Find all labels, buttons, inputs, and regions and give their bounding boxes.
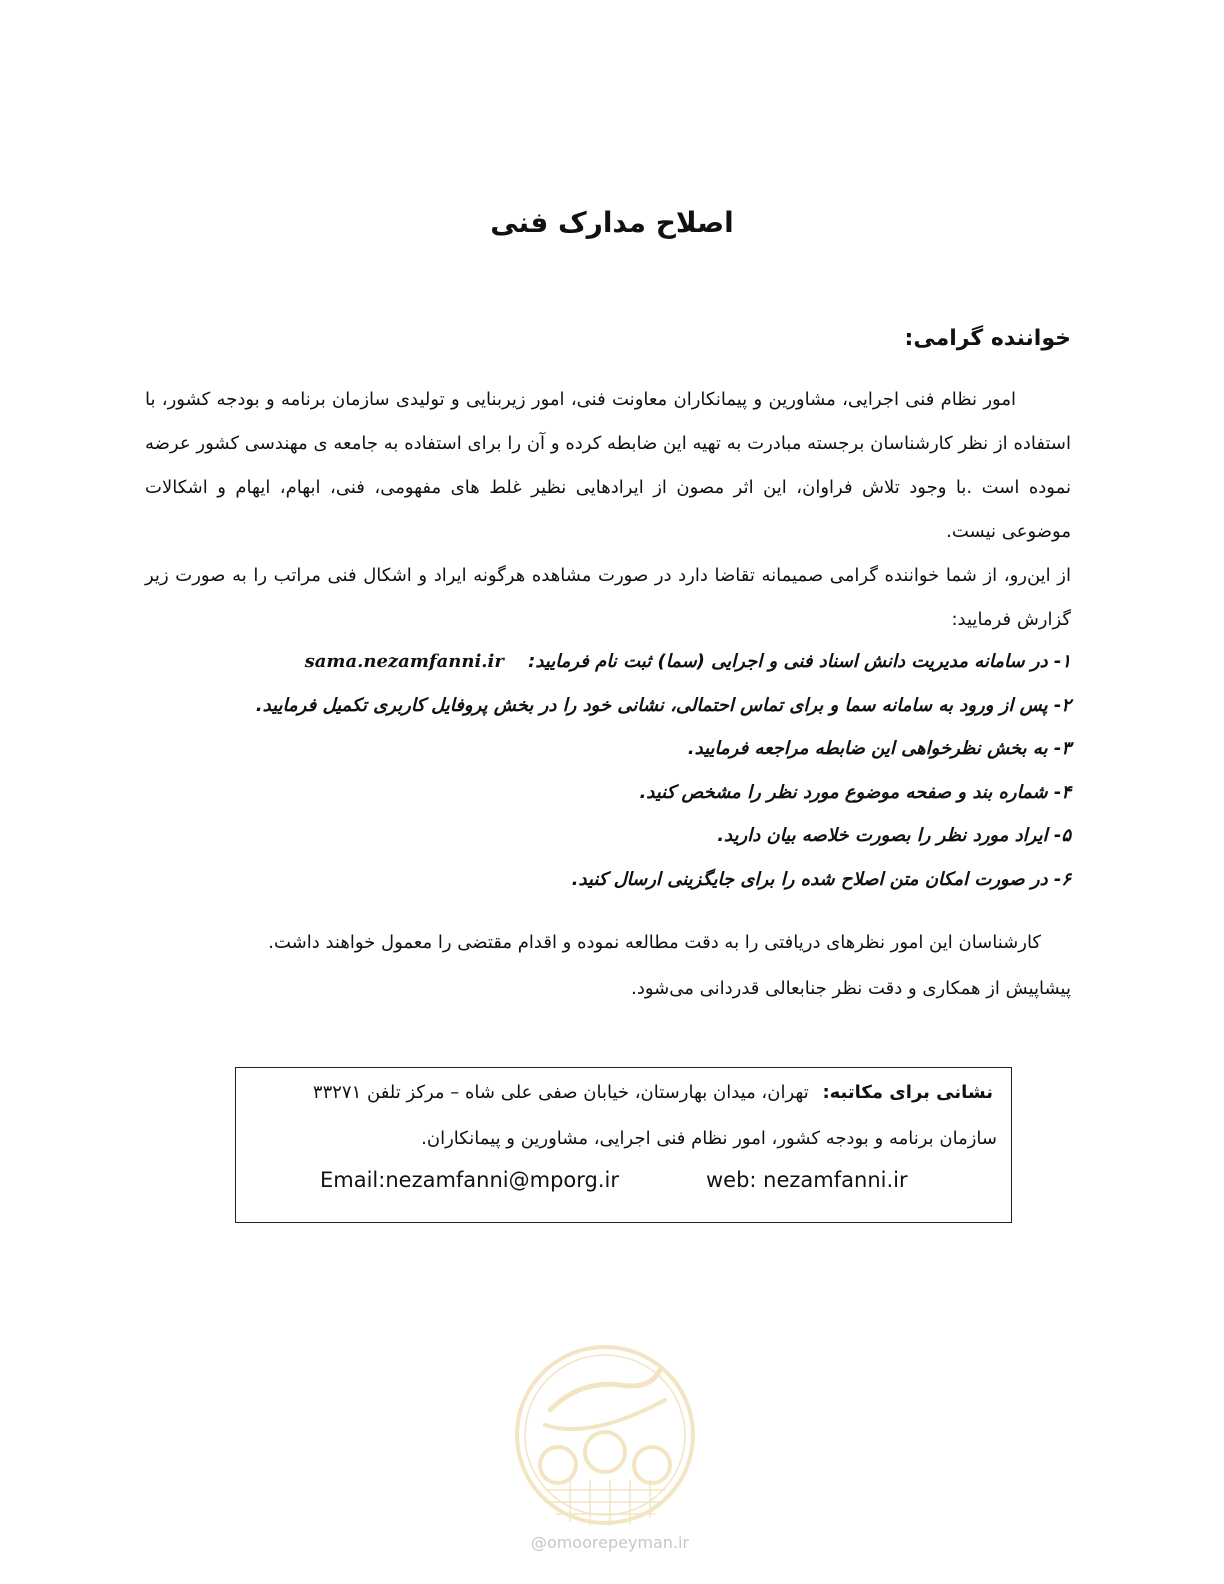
closing-text [145,920,1071,1012]
step-item [145,684,1071,728]
step-item [145,771,1071,815]
contact-organization: سازمان برنامه و بودجه کشور، امور نظام فنی اجرایی، مشاورین و پیمانکاران. [421,1128,997,1149]
instruction-steps [145,640,1071,901]
step-text: ۲- پس از ورود به سامانه سما و برای تماس احتمالی، نشانی خود را در بخش پروفایل کاربری تکمیل فرمایید. [255,694,1071,716]
contact-address: تهران، میدان بهارستان، خیابان صفی علی شاه – مرکز تلفن ۳۳۲۷۱ [312,1082,809,1103]
document-title: اصلاح مدارک فنی [490,206,734,239]
step-text: ۴- شماره بند و صفحه موضوع مورد نظر را مشخص کنید. [639,781,1071,803]
sama-url-link[interactable]: sama.nezamfanni.ir [304,651,504,672]
step-text: ۶- در صورت امکان متن اصلاح شده را برای جایگزینی ارسال کنید. [571,868,1071,890]
step-text: ۵- ایراد مورد نظر را بصورت خلاصه بیان دارید. [717,825,1071,846]
step-item [145,640,1071,684]
closing-line-1: کارشناسان این امور نظرهای دریافتی را به دقت مطالعه نموده و اقدام مقتضی را معمول خواهند داشت. [268,932,1041,953]
omoorepeyman-logo-icon [510,1340,700,1540]
watermark-site: @omoorepeyman.ir [530,1533,690,1552]
step-item [145,814,1071,858]
contact-address-line [313,1082,993,1103]
intro-text [145,378,1071,642]
email-link[interactable]: Email:nezamfanni@mporg.ir [320,1168,620,1192]
step-text: ۱- در سامانه مدیریت دانش اسناد فنی و اجرایی (سما) ثبت نام فرمایید: [528,651,1071,672]
intro-paragraph-2: از این‌رو، از شما خواننده گرامی صمیمانه تقاضا دارد در صورت مشاهده هرگونه ایراد و اشکال فنی مراتب را به صورت زیر گزارش فرمایید: [145,565,1071,630]
contact-label: نشانی برای مکاتبه: [822,1082,993,1103]
step-item [145,858,1071,902]
closing-line-2: پیشاپیش از همکاری و دقت نظر جنابعالی قدردانی می‌شود. [631,978,1071,999]
web-link[interactable]: web: nezamfanni.ir [706,1168,908,1192]
intro-paragraph-1: امور نظام فنی اجرایی، مشاورین و پیمانکاران معاونت فنی، امور زیربنایی و تولیدی سازمان برنامه و بودجه کشور، با استفاده از نظر کارشناسان برجسته مبادرت به تهیه این ضابطه کرده و آن را برای استفاده به جامعه ی مهندسی کشور عرضه نموده است .با وجود تلاش فراوان، این اثر مصون از ایرادهایی نظیر غلط های مفهومی، فنی، ابهام، ایهام و اشکالات موضوعی نیست. [145,389,1071,542]
contact-box [235,1067,1012,1223]
salutation: خواننده گرامی: [904,326,1071,351]
contact-links [320,1168,920,1192]
step-text: ۳- به بخش نظرخواهی این ضابطه مراجعه فرمایید. [687,738,1071,759]
step-item [145,727,1071,771]
